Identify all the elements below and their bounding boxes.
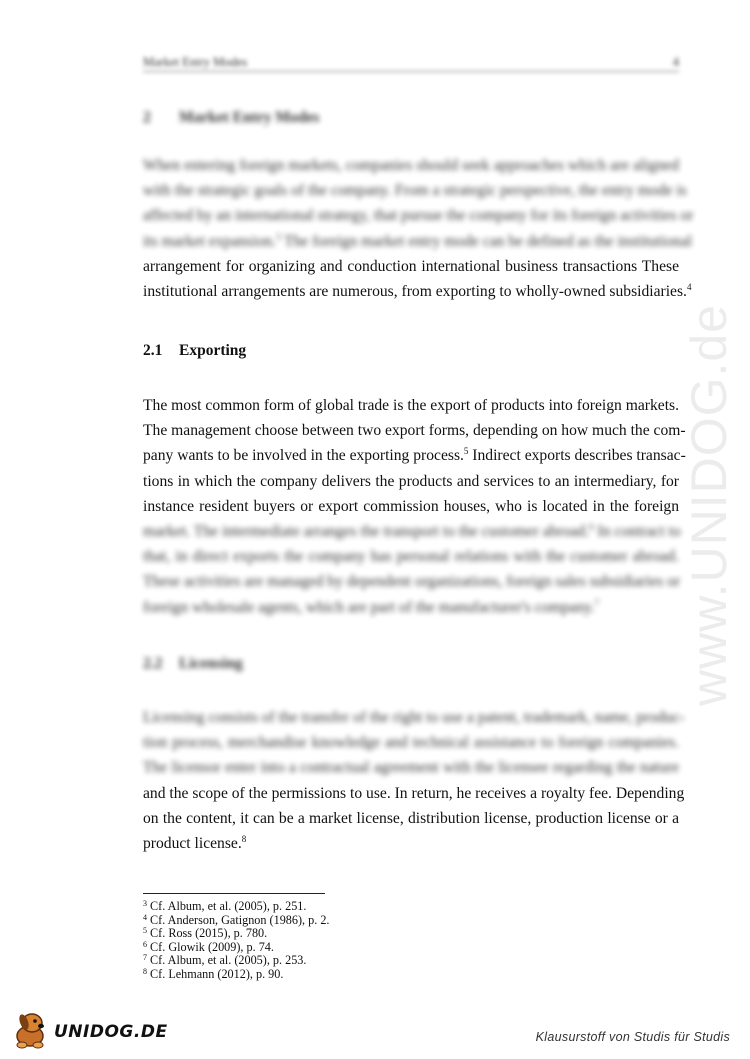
line-text: pany wants to be involved in the exporting process. — [143, 447, 464, 465]
footnote-item — [143, 954, 543, 968]
text-line — [143, 705, 685, 730]
line-text: with the strategic goals of the company. From a strategic perspective, the entry mode is — [143, 182, 687, 200]
paragraph-market-entry — [143, 153, 694, 304]
section-heading-2-1 — [143, 342, 246, 360]
footnote-item — [143, 968, 543, 982]
text-line — [143, 595, 679, 620]
text-line — [143, 393, 679, 418]
line-text: on the content, it can be a market license, distribution license, production license or a — [143, 809, 679, 827]
section-number: 2.1 — [143, 342, 163, 359]
section-title: Exporting — [179, 342, 247, 359]
text-line — [143, 229, 692, 254]
text-line — [143, 806, 679, 831]
footnote-number: 8 — [143, 966, 147, 976]
text-line — [143, 443, 686, 468]
text-line — [143, 831, 679, 856]
line-text: instance resident buyers or export commission houses, who is located in the foreign — [143, 497, 679, 515]
text-line — [143, 203, 694, 228]
footnote-number: 7 — [143, 953, 147, 963]
footnote-marker: 4 — [686, 282, 692, 293]
footnote-marker: 8 — [241, 834, 247, 845]
line-text: The licensor enter into a contractual agreement with the licensee regarding the nature — [143, 759, 679, 777]
text-line — [143, 178, 687, 203]
footnote-item — [143, 900, 543, 914]
watermark-text: www.UNIDOG.de — [681, 304, 737, 706]
footnote-number: 6 — [143, 939, 147, 949]
line-text: that, in direct exports the company has personal relations with the customer abroad. — [143, 548, 679, 566]
section-heading-2-2 — [143, 655, 243, 673]
running-header — [143, 55, 679, 72]
text-line — [143, 153, 679, 178]
footnote-item — [143, 914, 543, 928]
dog-mascot-icon — [10, 1010, 54, 1050]
text-line — [143, 544, 679, 569]
section-heading-2 — [143, 109, 319, 127]
footnote-text: Cf. Glowik (2009), p. 74. — [147, 939, 274, 954]
line-text: market. The intermediate arranges the transport to the customer abroad. — [143, 523, 590, 541]
section-number: 2.2 — [143, 655, 163, 672]
line-text: The most common form of global trade is the export of products into foreign markets. — [143, 397, 679, 414]
footnote-marker: 7 — [594, 597, 600, 608]
line-text: its market expansion. — [143, 232, 276, 250]
footnote-marker: 5 — [463, 446, 469, 457]
footnote-separator — [143, 893, 325, 894]
text-line — [143, 755, 679, 780]
footnote-number: 3 — [143, 899, 147, 908]
section-number: 2 — [143, 109, 151, 126]
text-line — [143, 730, 679, 755]
footnote-text: Cf. Album, et al. (2005), p. 251. — [147, 899, 307, 913]
line-text: arrangement for organizing and conduction international business transactions These — [143, 257, 679, 275]
line-text: When entering foreign markets, companies should seek approaches which are aligned — [143, 157, 679, 174]
text-line — [143, 279, 692, 304]
footnote-text: Cf. Ross (2015), p. 780. — [147, 926, 268, 941]
text-line — [143, 418, 686, 443]
section-title: Market Entry Modes — [179, 109, 320, 126]
line-text-continued: Indirect exports describes transac- — [468, 447, 686, 465]
text-line — [143, 519, 679, 544]
footnote-marker: 6 — [589, 522, 594, 533]
line-text: foreign wholesale agents, which are part of the manufacturer's company. — [143, 598, 595, 616]
footnote-item — [143, 941, 543, 955]
line-text-continued: In contract to — [593, 523, 681, 541]
line-text: Licensing consists of the transfer of the right to use a patent, trademark, name, produc- — [143, 709, 685, 726]
footnote-item — [143, 927, 543, 941]
text-line — [143, 469, 679, 494]
line-text: tions in which the company delivers the products and services to an intermediary, for — [143, 472, 679, 490]
footer-tagline: Klausurstoff von Studis für Studis — [535, 1030, 730, 1044]
footnote-text: Cf. Anderson, Gatignon (1986), p. 2. — [147, 912, 330, 927]
header-title: Market Entry Modes — [143, 55, 248, 69]
line-text: institutional arrangements are numerous, from exporting to wholly-owned subsidiaries. — [143, 283, 687, 301]
line-text-continued: The foreign market entry mode can be defined as the institutional — [280, 232, 692, 250]
line-text: These activities are managed by dependent organizations, foreign sales subsidiaries or — [143, 573, 681, 591]
footnote-text: Cf. Album, et al. (2005), p. 253. — [147, 953, 307, 968]
text-line — [143, 254, 679, 279]
section-title: Licensing — [179, 655, 243, 672]
paragraph-exporting — [143, 393, 686, 620]
paragraph-licensing — [143, 705, 685, 856]
text-line — [143, 781, 685, 806]
text-line — [143, 569, 679, 594]
header-page-number: 4 — [672, 55, 679, 69]
line-text: The management choose between two export forms, depending on how much the com- — [143, 422, 686, 440]
logo-text: UNIDOG.DE — [54, 1022, 168, 1042]
footnote-number: 5 — [143, 926, 147, 936]
line-text: affected by an international strategy, that pursue the company for its foreign activities or — [143, 207, 694, 225]
line-text: product license. — [143, 835, 242, 853]
footnote-marker: 3 — [275, 231, 281, 242]
unidog-logo — [10, 1010, 170, 1050]
footnotes — [143, 900, 543, 982]
text-line — [143, 494, 679, 519]
line-text: and the scope of the permissions to use. In return, he receives a royalty fee. Depending — [143, 784, 685, 802]
footnote-text: Cf. Lehmann (2012), p. 90. — [147, 966, 284, 981]
line-text: tion process, merchandise knowledge and technical assistance to foreign companies. — [143, 734, 679, 752]
footnote-number: 4 — [143, 912, 147, 922]
